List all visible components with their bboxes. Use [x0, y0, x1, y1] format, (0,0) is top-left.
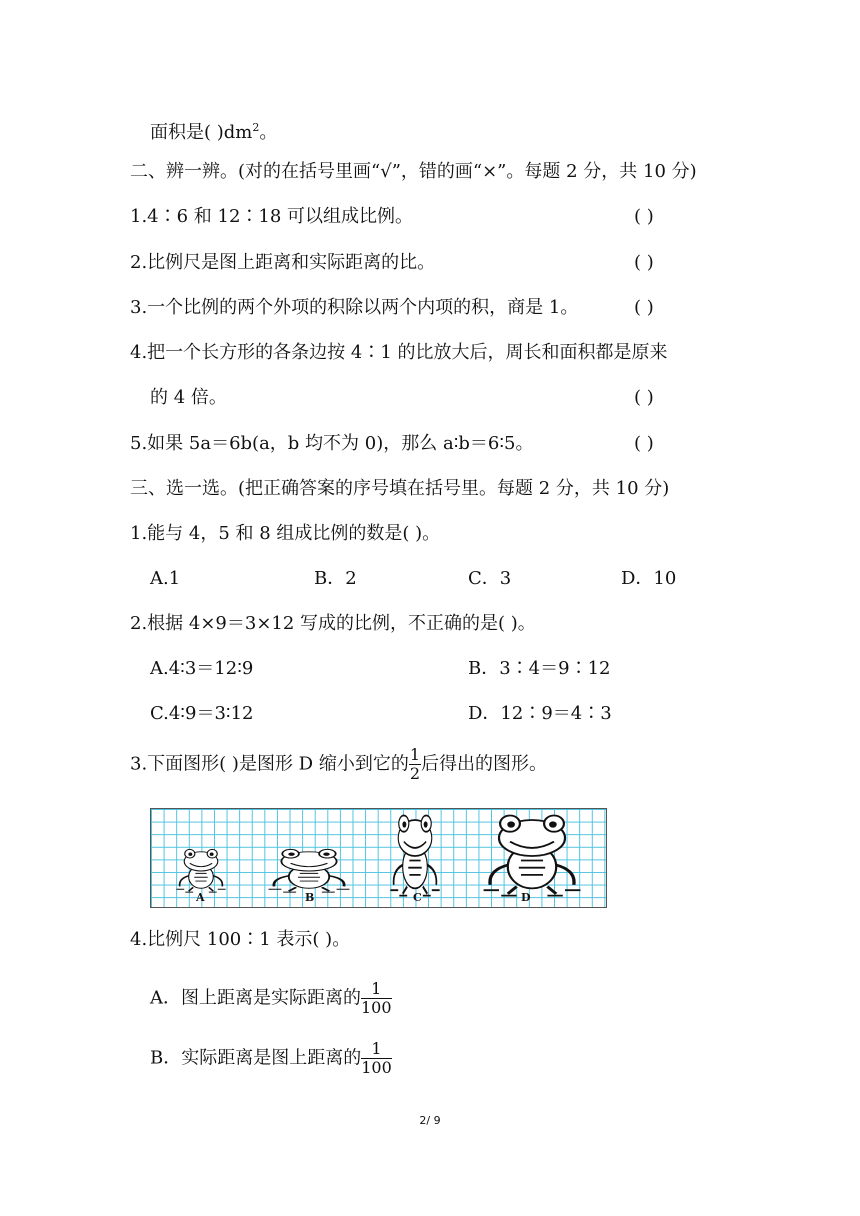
s2-question-4b: 的 4 倍。	[150, 387, 227, 408]
hundredth-fraction-b	[361, 1040, 392, 1077]
s3-question-2: 2.根据 4×9＝3×12 写成的比例，不正确的是( )。	[130, 613, 536, 634]
hundredth-fraction-a	[361, 980, 392, 1017]
s2-question-5: 5.如果 5a＝6b(a，b 均不为 0)，那么 a∶b＝6∶5。	[130, 433, 534, 454]
area-end: 。	[259, 122, 278, 143]
frog-label-d: D	[521, 891, 531, 904]
s3-q3-text-post: 后得出的图形。	[421, 753, 548, 775]
s3-q4-option-a[interactable]	[150, 980, 392, 1017]
s3-question-1: 1.能与 4，5 和 8 组成比例的数是( )。	[130, 523, 441, 544]
fraction-denominator: 100	[361, 1058, 392, 1077]
frog-drawings	[151, 809, 606, 907]
s2-answer-paren-3[interactable]: ( )	[634, 297, 654, 318]
area-text: 面积是( )dm	[150, 122, 253, 143]
s3-q2-option-b[interactable]: B．3∶4＝9∶12	[468, 658, 611, 679]
area-line	[150, 116, 277, 145]
frog-label-b: B	[305, 891, 315, 904]
s2-answer-paren-5[interactable]: ( )	[634, 433, 654, 454]
page-number: 2/ 9	[419, 1114, 441, 1127]
s3-q4-option-a-text: A．图上距离是实际距离的	[150, 987, 361, 1009]
frog-a	[176, 849, 225, 892]
s3-q1-option-d[interactable]: D．10	[621, 568, 677, 589]
s2-answer-paren-4[interactable]: ( )	[634, 387, 654, 408]
s3-q1-option-a[interactable]: A.1	[150, 568, 181, 589]
s3-question-4: 4.比例尺 100∶1 表示( )。	[130, 929, 351, 950]
s3-q2-option-a[interactable]: A.4∶3＝12∶9	[150, 658, 254, 679]
fraction-denominator: 100	[361, 998, 392, 1017]
s3-q1-option-b[interactable]: B．2	[314, 568, 357, 589]
s3-q2-option-d[interactable]: D．12∶9＝4∶3	[468, 703, 612, 724]
s3-q4-option-b-text: B．实际距离是图上距离的	[150, 1047, 362, 1069]
s3-q2-option-c[interactable]: C.4∶9＝3∶12	[150, 703, 254, 724]
frog-grid-figure	[150, 808, 607, 908]
half-numerator: 1	[409, 745, 421, 764]
s2-question-3: 3.一个比例的两个外项的积除以两个内项的积，商是 1。	[130, 297, 579, 318]
s3-question-3	[130, 746, 547, 783]
section2-title: 二、辨一辨。(对的在括号里画“√”，错的画“×”。每题 2 分，共 10 分)	[130, 161, 697, 182]
frog-label-a: A	[196, 891, 205, 904]
s2-question-1: 1.4∶6 和 12∶18 可以组成比例。	[130, 206, 414, 227]
s3-q3-text-pre: 3.下面图形( )是图形 D 缩小到它的	[130, 753, 409, 775]
half-denominator: 2	[409, 764, 421, 783]
frog-b	[269, 849, 350, 892]
s3-q1-option-c[interactable]: C．3	[468, 568, 512, 589]
half-fraction	[409, 746, 421, 783]
fraction-numerator: 1	[361, 1040, 392, 1059]
frog-label-c: C	[413, 891, 422, 904]
fraction-numerator: 1	[361, 980, 392, 999]
s2-question-2: 2.比例尺是图上距离和实际距离的比。	[130, 252, 436, 273]
s3-q4-option-b[interactable]	[150, 1040, 392, 1077]
frog-c	[390, 816, 439, 896]
frog-d	[484, 816, 581, 896]
section3-title: 三、选一选。(把正确答案的序号填在括号里。每题 2 分，共 10 分)	[130, 478, 670, 499]
area-superscript: 2	[252, 121, 260, 134]
s2-question-4a: 4.把一个长方形的各条边按 4∶1 的比放大后，周长和面积都是原来	[130, 342, 668, 363]
s2-answer-paren-2[interactable]: ( )	[634, 252, 654, 273]
s2-answer-paren-1[interactable]: ( )	[634, 206, 654, 227]
